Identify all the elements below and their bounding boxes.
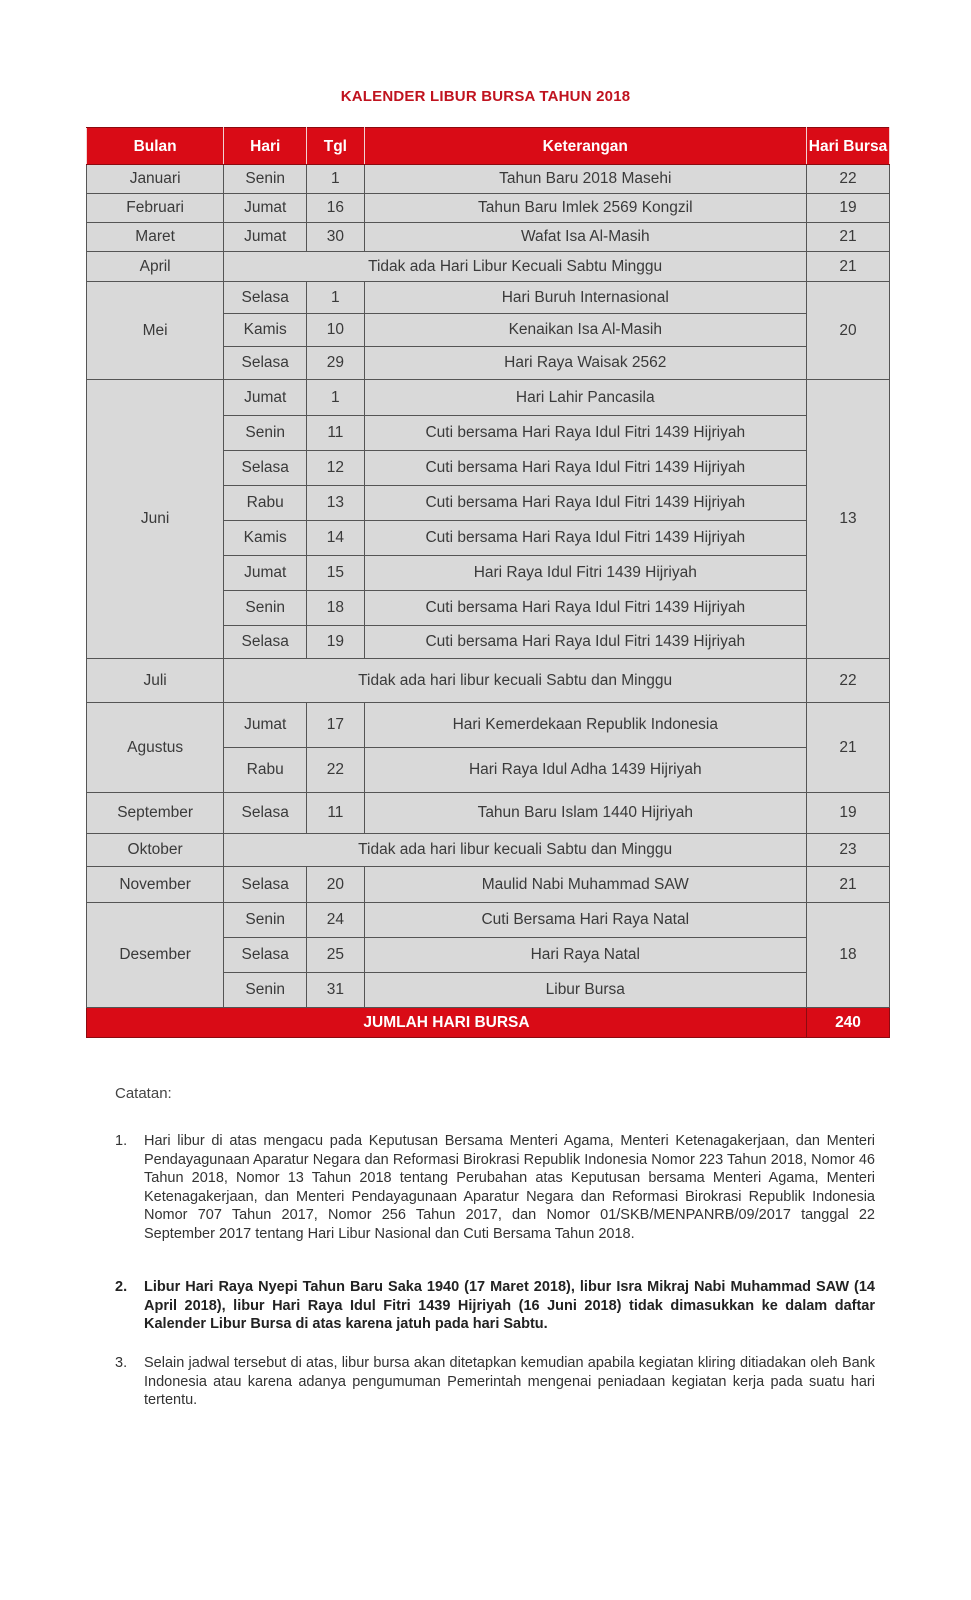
trading-days-cell: 20 [807,282,890,380]
trading-days-cell: 23 [807,834,890,867]
table-row [87,703,890,748]
date-cell: 18 [307,591,364,626]
day-cell: Jumat [224,556,307,591]
month-cell: Agustus [87,703,224,793]
table-row [87,867,890,903]
month-cell: April [87,252,224,282]
table-row [87,165,890,194]
trading-days-cell: 18 [807,903,890,1008]
trading-days-cell: 21 [807,867,890,903]
table-row [87,793,890,834]
page-title: KALENDER LIBUR BURSA TAHUN 2018 [340,88,631,105]
description-cell: Libur Bursa [364,973,806,1008]
day-cell: Selasa [224,347,307,380]
table-row [87,252,890,282]
description-cell: Wafat Isa Al-Masih [364,223,806,252]
header-hari-bursa: Hari Bursa [807,128,890,165]
description-cell: Tahun Baru Imlek 2569 Kongzil [364,194,806,223]
holiday-calendar-table [86,127,890,1038]
total-label: JUMLAH HARI BURSA [87,1008,807,1038]
date-cell: 31 [307,973,364,1008]
month-cell: Mei [87,282,224,380]
date-cell: 12 [307,451,364,486]
description-cell: Cuti bersama Hari Raya Idul Fitri 1439 Hijriyah [364,626,806,659]
description-cell: Hari Lahir Pancasila [364,380,806,416]
month-cell: Juni [87,380,224,659]
date-cell: 14 [307,521,364,556]
note-number: 1. [115,1133,128,1149]
date-cell: 20 [307,867,364,903]
note-item [115,1278,875,1334]
day-cell: Kamis [224,314,307,347]
date-cell: 10 [307,314,364,347]
trading-days-cell: 21 [807,223,890,252]
description-cell: Cuti bersama Hari Raya Idul Fitri 1439 Hijriyah [364,486,806,521]
day-cell: Selasa [224,867,307,903]
header-keterangan: Keterangan [364,128,806,165]
day-cell: Rabu [224,486,307,521]
table-row [87,282,890,314]
day-cell: Senin [224,903,307,938]
description-cell: Hari Buruh Internasional [364,282,806,314]
description-cell: Maulid Nabi Muhammad SAW [364,867,806,903]
note-text: Selain jadwal tersebut di atas, libur bursa akan ditetapkan kemudian apabila kegiatan kliring ditiadakan oleh Bank Indonesia atau karena adanya pengumuman Pemerintah mengenai peniadaan kegiatan kerja pada suatu hari tertentu. [144,1355,875,1408]
no-holiday-note: Tidak ada Hari Libur Kecuali Sabtu Minggu [224,252,807,282]
description-cell: Cuti bersama Hari Raya Idul Fitri 1439 Hijriyah [364,451,806,486]
date-cell: 19 [307,626,364,659]
trading-days-cell: 22 [807,165,890,194]
month-cell: Februari [87,194,224,223]
month-cell: November [87,867,224,903]
date-cell: 13 [307,486,364,521]
notes-heading: Catatan: [115,1085,172,1102]
day-cell: Jumat [224,194,307,223]
day-cell: Kamis [224,521,307,556]
note-number: 2. [115,1279,128,1295]
date-cell: 24 [307,903,364,938]
day-cell: Senin [224,416,307,451]
date-cell: 22 [307,748,364,793]
description-cell: Cuti bersama Hari Raya Idul Fitri 1439 Hijriyah [364,591,806,626]
day-cell: Selasa [224,451,307,486]
table-header-row [87,128,890,165]
date-cell: 29 [307,347,364,380]
table-row [87,223,890,252]
description-cell: Cuti Bersama Hari Raya Natal [364,903,806,938]
trading-days-cell: 22 [807,659,890,703]
day-cell: Selasa [224,282,307,314]
description-cell: Hari Kemerdekaan Republik Indonesia [364,703,806,748]
table-row [87,659,890,703]
note-item [115,1354,875,1410]
description-cell: Hari Raya Idul Adha 1439 Hijriyah [364,748,806,793]
description-cell: Cuti bersama Hari Raya Idul Fitri 1439 Hijriyah [364,521,806,556]
day-cell: Rabu [224,748,307,793]
table-row [87,380,890,416]
day-cell: Jumat [224,703,307,748]
trading-days-cell: 13 [807,380,890,659]
day-cell: Senin [224,973,307,1008]
month-cell: September [87,793,224,834]
date-cell: 16 [307,194,364,223]
month-cell: Maret [87,223,224,252]
date-cell: 25 [307,938,364,973]
day-cell: Senin [224,165,307,194]
month-cell: Juli [87,659,224,703]
date-cell: 11 [307,416,364,451]
total-value: 240 [807,1008,890,1038]
date-cell: 1 [307,282,364,314]
description-cell: Tahun Baru 2018 Masehi [364,165,806,194]
trading-days-cell: 21 [807,252,890,282]
date-cell: 15 [307,556,364,591]
header-tgl: Tgl [307,128,364,165]
date-cell: 1 [307,380,364,416]
note-text: Libur Hari Raya Nyepi Tahun Baru Saka 1940 (17 Maret 2018), libur Isra Mikraj Nabi Muhammad SAW (14 April 2018), libur Hari Raya Idul Fitri 1439 Hijriyah (16 Juni 2018) tidak dimasukkan ke dalam daftar Kalender Libur Bursa di atas karena jatuh pada hari Sabtu. [144,1279,875,1332]
month-cell: Desember [87,903,224,1008]
date-cell: 30 [307,223,364,252]
description-cell: Hari Raya Natal [364,938,806,973]
header-bulan: Bulan [87,128,224,165]
description-cell: Hari Raya Waisak 2562 [364,347,806,380]
description-cell: Kenaikan Isa Al-Masih [364,314,806,347]
note-item [115,1132,875,1243]
description-cell: Cuti bersama Hari Raya Idul Fitri 1439 Hijriyah [364,416,806,451]
date-cell: 1 [307,165,364,194]
day-cell: Selasa [224,938,307,973]
day-cell: Senin [224,591,307,626]
trading-days-cell: 19 [807,793,890,834]
header-hari: Hari [224,128,307,165]
day-cell: Jumat [224,223,307,252]
description-cell: Hari Raya Idul Fitri 1439 Hijriyah [364,556,806,591]
no-holiday-note: Tidak ada hari libur kecuali Sabtu dan Minggu [224,834,807,867]
month-cell: Oktober [87,834,224,867]
table-row [87,903,890,938]
total-row [87,1008,890,1038]
trading-days-cell: 19 [807,194,890,223]
trading-days-cell: 21 [807,703,890,793]
table-row [87,834,890,867]
note-text: Hari libur di atas mengacu pada Keputusan Bersama Menteri Agama, Menteri Ketenagakerjaan, dan Menteri Pendayagunaan Aparatur Negara dan Reformasi Birokrasi Republik Indonesia Nomor 223 Tahun 2018, Nomor 46 Tahun 2018, Nomor 13 Tahun 2018 tentang Perubahan atas Keputusan bersama Menteri Agama, Menteri Ketenagakerjaan, dan Menteri Pendayagunaan Aparatur Negara dan Reformasi Birokrasi Republik Indonesia Nomor 707 Tahun 2017, Nomor 256 Tahun 2017, dan Nomor 01/SKB/MENPANRB/09/2017 tanggal 22 September 2017 tentang Hari Libur Nasional dan Cuti Bersama Tahun 2018. [144,1133,875,1242]
day-cell: Selasa [224,626,307,659]
date-cell: 11 [307,793,364,834]
month-cell: Januari [87,165,224,194]
table-row [87,194,890,223]
note-number: 3. [115,1355,128,1371]
day-cell: Selasa [224,793,307,834]
date-cell: 17 [307,703,364,748]
day-cell: Jumat [224,380,307,416]
description-cell: Tahun Baru Islam 1440 Hijriyah [364,793,806,834]
no-holiday-note: Tidak ada hari libur kecuali Sabtu dan Minggu [224,659,807,703]
